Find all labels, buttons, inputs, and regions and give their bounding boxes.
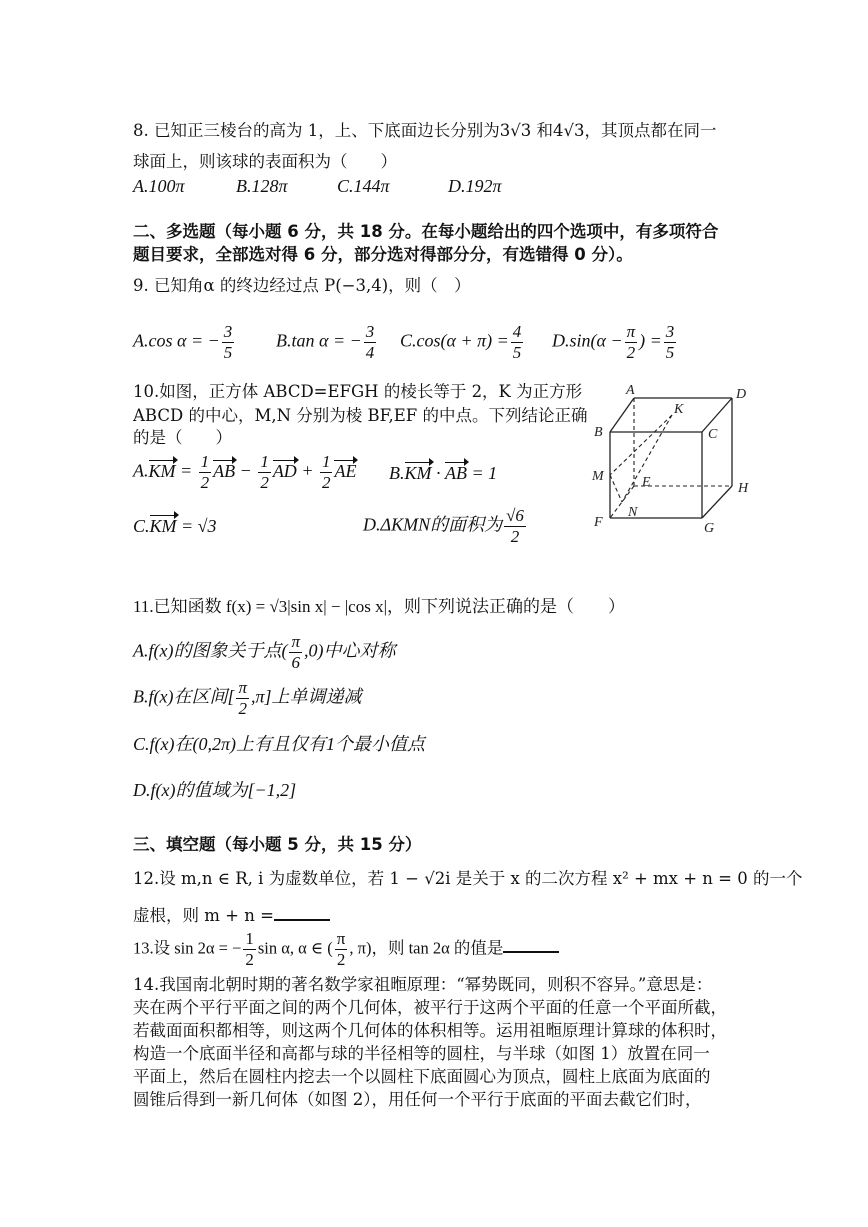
q11-option-b: B.f(x)在区间[ $\frac{\pi}{2}$ ,π]上单调递减	[133, 678, 362, 718]
q14-line3: 若截面面积都相等，则这两个几何体的体积相等。运用祖暅原理计算球的体积时，	[133, 1021, 727, 1040]
q11-option-c: C.f(x)在(0,2π)上有且仅有1个最小值点	[133, 734, 425, 754]
label-b: B	[594, 425, 603, 440]
label-m: M	[592, 469, 604, 484]
label-a: A	[626, 383, 635, 398]
q11-stem: 11.已知函数 f(x) = √3|sin x| − |cos x|，则下列说法正确的是（ ）	[133, 597, 625, 616]
section2-heading-line2: 题目要求，全部选对得 6 分，部分选对得部分分，有选错得 0 分）。	[133, 245, 633, 264]
q9-option-d: D.sin(α − $\frac{\pi}{2}$ ) = $\frac{3}{5}$	[552, 322, 675, 362]
label-e: E	[642, 475, 651, 490]
q9-option-a: A.cos α = − $\frac{3}{5}$	[133, 322, 233, 362]
q14-line5: 平面上，然后在圆柱内挖去一个以圆柱下底面圆心为顶点，圆柱上底面为底面的	[133, 1067, 711, 1086]
q12-line2: 虚根，则 m + n =	[133, 903, 330, 927]
label-f: F	[594, 515, 603, 530]
q10-option-a: A.KM = $\frac{1}{2}$ AB − $\frac{1}{2}$ AD + $\frac{1}{2}$ AE	[133, 452, 357, 492]
label-k: K	[674, 402, 684, 417]
q11-option-a: A.f(x)的图象关于点( $\frac{\pi}{6}$ ,0)中心对称	[133, 632, 396, 672]
q10-line3: 的是（ ）	[133, 428, 232, 447]
q8-line1: 8. 已知正三棱台的高为 1，上、下底面边长分别为3√3 和4√3，其顶点都在同一	[133, 121, 717, 140]
q8-option-a: A.100π	[133, 176, 185, 196]
q14-line1: 14.我国南北朝时期的著名数学家祖暅原理：“幂势既同，则积不容异。”意思是：	[133, 975, 713, 994]
q8-line2: 球面上，则该球的表面积为（ ）	[133, 152, 397, 171]
q10-line1: 10.如图，正方体 ABCD=EFGH 的棱长等于 2，K 为正方形	[133, 382, 583, 401]
segment-km	[610, 415, 672, 475]
q10-option-b: B.KM · AB = 1	[389, 463, 498, 483]
q14-line6: 圆锥后得到一新几何体（如图 2），用任何一个平行于底面的平面去截它们时，	[133, 1090, 702, 1109]
edge-hg	[702, 486, 732, 518]
section2-heading-line1: 二、多选题（每小题 6 分，共 18 分。在每小题给出的四个选项中，有多项符合	[133, 222, 719, 241]
edge-ab	[610, 398, 634, 432]
q9-stem: 9. 已知角α 的终边经过点 P(−3,4)，则（ ）	[133, 276, 471, 295]
segment-mn	[610, 475, 622, 502]
q14-line4: 构造一个底面半径和高都与球的半径相等的圆柱，与半球（如图 1）放置在同一	[133, 1044, 710, 1063]
section3-heading: 三、填空题（每小题 5 分，共 15 分）	[133, 835, 422, 854]
label-h: H	[738, 481, 749, 496]
q14-line2: 夹在两个平行平面之间的两个几何体，被平行于这两个平面的任意一个平面所截，	[133, 998, 727, 1017]
q12-answer-blank	[274, 903, 330, 921]
q10-option-d: D.ΔKMN的面积为 $\frac{√6}{2}$	[363, 506, 524, 546]
q9-option-c: C.cos(α + π) = $\frac{4}{5}$	[400, 322, 522, 362]
q8-option-b: B.128π	[236, 176, 288, 196]
q9-option-b: B.tan α = − $\frac{3}{4}$	[276, 322, 375, 362]
label-g: G	[704, 521, 715, 536]
label-d: D	[736, 387, 747, 402]
q10-option-c: C.KM = √3	[133, 516, 217, 536]
q11-option-d: D.f(x)的值域为[−1,2]	[133, 780, 297, 800]
q13-answer-blank	[503, 935, 559, 953]
label-n: N	[628, 505, 638, 520]
q12-line1: 12.设 m,n ∈ R, i 为虚数单位，若 1 − √2i 是关于 x 的二次方程 x² + mx + n = 0 的一个	[133, 869, 803, 888]
q8-option-c: C.144π	[337, 176, 390, 196]
label-c: C	[708, 427, 718, 442]
q8-option-d: D.192π	[448, 176, 502, 196]
q13-line: 13.设 sin 2α = − $\frac{1}{2}$ sin α, α ∈ ( $\frac{\pi}{2}$ , π)，则 tan 2α 的值是	[133, 929, 559, 970]
cube-figure	[582, 380, 762, 545]
q10-line2: ABCD 的中心，M,N 分别为棱 BF,EF 的中点。下列结论正确	[133, 406, 588, 425]
